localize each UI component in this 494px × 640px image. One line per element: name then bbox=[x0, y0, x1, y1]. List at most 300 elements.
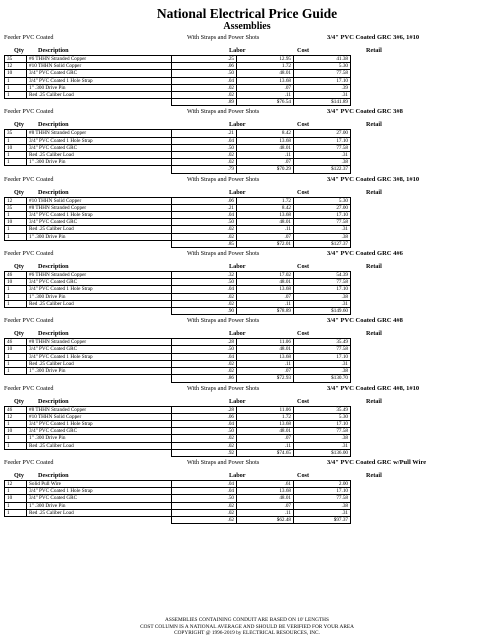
table-row bbox=[5, 495, 351, 502]
assembly-section bbox=[0, 248, 494, 315]
cell-retail: 41.38 bbox=[294, 56, 351, 63]
cell-qty: 10 bbox=[5, 346, 27, 353]
cell-description: #8 THHN Stranded Copper bbox=[27, 339, 172, 346]
column-header-description: Description bbox=[38, 188, 69, 196]
cell-qty: 1 bbox=[5, 233, 27, 240]
table-row bbox=[5, 300, 351, 307]
total-row bbox=[5, 449, 351, 456]
table-row bbox=[5, 144, 351, 151]
column-header-labor: Labor bbox=[229, 188, 246, 196]
cell-qty: 1 bbox=[5, 286, 27, 293]
footer-note-lengths: ASSEMBLIES CONTAINING CONDUIT ARE BASED ON 10' LENGTHS bbox=[165, 617, 329, 624]
cell-retail: 17.10 bbox=[294, 353, 351, 360]
column-header-retail: Retail bbox=[366, 263, 382, 271]
cell-qty: 35 bbox=[5, 56, 27, 63]
section-assembly-name: 3/4" PVC Coated GRC 3#8 bbox=[327, 108, 403, 116]
cell-cost: 48.01 bbox=[237, 279, 294, 286]
cell-labor: .02 bbox=[172, 159, 237, 166]
table-row bbox=[5, 286, 351, 293]
cell-retail: .31 bbox=[294, 509, 351, 516]
total-row bbox=[5, 240, 351, 247]
cell-qty: 35 bbox=[5, 204, 27, 211]
total-retail: $149.60 bbox=[294, 308, 351, 315]
section-assembly-name: 3/4" PVC Coated GRC 4#8 bbox=[327, 317, 403, 325]
total-spacer bbox=[27, 240, 172, 247]
cell-cost: 48.01 bbox=[237, 346, 294, 353]
cell-cost: .07 bbox=[237, 435, 294, 442]
cell-qty: 1 bbox=[5, 226, 27, 233]
column-header-retail: Retail bbox=[366, 188, 382, 196]
table-row bbox=[5, 509, 351, 516]
total-labor: .90 bbox=[172, 308, 237, 315]
cell-description: Red .25 Caliber Load bbox=[27, 300, 172, 307]
total-row bbox=[5, 99, 351, 106]
cell-retail: 77.58 bbox=[294, 346, 351, 353]
cell-labor: .21 bbox=[172, 130, 237, 137]
table-row bbox=[5, 152, 351, 159]
cell-qty: 1 bbox=[5, 353, 27, 360]
footer-note-cost: COST COLUMN IS A NATIONAL AVERAGE AND SHOULD BE VERIFIED FOR YOUR AREA bbox=[140, 623, 354, 630]
table-column-headers bbox=[0, 121, 494, 129]
table-row bbox=[5, 92, 351, 99]
cell-qty: 1 bbox=[5, 502, 27, 509]
column-header-cost: Cost bbox=[297, 47, 310, 54]
cell-labor: .02 bbox=[172, 293, 237, 300]
cell-labor: .02 bbox=[172, 360, 237, 367]
cell-retail: 5.30 bbox=[294, 63, 351, 70]
table-row bbox=[5, 226, 351, 233]
assembly-sections bbox=[0, 32, 494, 524]
total-spacer bbox=[5, 240, 27, 247]
table-row bbox=[5, 56, 351, 63]
cell-cost: .11 bbox=[237, 300, 294, 307]
cell-retail: 35.49 bbox=[294, 339, 351, 346]
cell-cost: .07 bbox=[237, 368, 294, 375]
cell-cost: 13.68 bbox=[237, 212, 294, 219]
table-column-headers bbox=[0, 330, 494, 338]
cell-qty: 46 bbox=[5, 339, 27, 346]
table-row bbox=[5, 480, 351, 487]
cell-cost: 1.72 bbox=[237, 63, 294, 70]
cell-qty: 10 bbox=[5, 70, 27, 77]
cell-description: Red .25 Caliber Load bbox=[27, 92, 172, 99]
cell-retail: .38 bbox=[294, 368, 351, 375]
total-labor: .85 bbox=[172, 240, 237, 247]
total-row bbox=[5, 516, 351, 523]
section-assembly-name: 3/4" PVC Coated GRC 3#8, 1#10 bbox=[327, 175, 420, 183]
column-header-cost: Cost bbox=[297, 471, 310, 479]
total-labor: .79 bbox=[172, 166, 237, 173]
cell-description: 3/4" PVC Coated 1 Hole Strap bbox=[27, 137, 172, 144]
cell-cost: .11 bbox=[237, 92, 294, 99]
items-table bbox=[4, 406, 351, 457]
cell-description: 1" .300 Drive Pin bbox=[27, 84, 172, 91]
section-category: Feeder PVC Coated bbox=[4, 317, 54, 325]
cell-description: Red .25 Caliber Load bbox=[27, 509, 172, 516]
cell-retail: .38 bbox=[294, 502, 351, 509]
cell-labor: .50 bbox=[172, 279, 237, 286]
section-subcategory: With Straps and Power Shots bbox=[187, 384, 260, 392]
section-assembly-name: 3/4" PVC Coated GRC 4#8, 1#10 bbox=[327, 384, 420, 392]
cell-description: 1" .300 Drive Pin bbox=[27, 502, 172, 509]
cell-description: 3/4" PVC Coated 1 Hole Strap bbox=[27, 77, 172, 84]
cell-qty: 10 bbox=[5, 495, 27, 502]
assembly-section bbox=[0, 106, 494, 173]
cell-labor: .50 bbox=[172, 219, 237, 226]
table-column-headers bbox=[0, 472, 494, 480]
column-header-retail: Retail bbox=[366, 47, 382, 54]
cell-qty: 35 bbox=[5, 130, 27, 137]
column-header-qty: Qty bbox=[14, 397, 24, 405]
cell-description: 3/4" PVC Coated GRC bbox=[27, 428, 172, 435]
table-row bbox=[5, 130, 351, 137]
table-row bbox=[5, 435, 351, 442]
cell-cost: 13.68 bbox=[237, 488, 294, 495]
cell-retail: .31 bbox=[294, 92, 351, 99]
table-row bbox=[5, 360, 351, 367]
cell-description: 3/4" PVC Coated 1 Hole Strap bbox=[27, 488, 172, 495]
column-header-description: Description bbox=[38, 471, 69, 479]
total-retail: $136.00 bbox=[294, 449, 351, 456]
cell-labor: .32 bbox=[172, 272, 237, 279]
cell-labor: .04 bbox=[172, 212, 237, 219]
table-row bbox=[5, 488, 351, 495]
total-spacer bbox=[5, 516, 27, 523]
cell-labor: .02 bbox=[172, 502, 237, 509]
cell-cost: .11 bbox=[237, 509, 294, 516]
cell-labor: .50 bbox=[172, 70, 237, 77]
cell-labor: .02 bbox=[172, 226, 237, 233]
total-cost: $76.54 bbox=[237, 99, 294, 106]
assembly-section bbox=[0, 32, 494, 106]
cell-qty: 10 bbox=[5, 219, 27, 226]
page-subtitle: Assemblies bbox=[223, 21, 271, 32]
section-category: Feeder PVC Coated bbox=[4, 384, 54, 392]
cell-labor: .02 bbox=[172, 300, 237, 307]
section-category: Feeder PVC Coated bbox=[4, 175, 54, 183]
cell-cost: 1.72 bbox=[237, 413, 294, 420]
cell-retail: .39 bbox=[294, 84, 351, 91]
cell-retail: .31 bbox=[294, 152, 351, 159]
column-header-cost: Cost bbox=[297, 188, 310, 196]
cell-description: #8 THHN Stranded Copper bbox=[27, 406, 172, 413]
total-row bbox=[5, 375, 351, 382]
table-row bbox=[5, 159, 351, 166]
cell-description: 3/4" PVC Coated GRC bbox=[27, 70, 172, 77]
cell-retail: 77.58 bbox=[294, 144, 351, 151]
cell-cost: 12.95 bbox=[237, 56, 294, 63]
items-table bbox=[4, 338, 351, 382]
column-header-cost: Cost bbox=[297, 330, 310, 338]
cell-description: 1" .300 Drive Pin bbox=[27, 435, 172, 442]
total-spacer bbox=[27, 375, 172, 382]
cell-labor: .25 bbox=[172, 56, 237, 63]
cell-cost: 48.01 bbox=[237, 428, 294, 435]
table-row bbox=[5, 77, 351, 84]
cell-description: Red .25 Caliber Load bbox=[27, 442, 172, 449]
table-column-headers bbox=[0, 398, 494, 406]
cell-cost: .11 bbox=[237, 360, 294, 367]
cell-retail: 77.58 bbox=[294, 70, 351, 77]
cell-labor: .50 bbox=[172, 144, 237, 151]
cell-qty: 1 bbox=[5, 368, 27, 375]
cell-cost: .11 bbox=[237, 442, 294, 449]
cell-labor: .02 bbox=[172, 84, 237, 91]
cell-description: 3/4" PVC Coated GRC bbox=[27, 144, 172, 151]
page-title: National Electrical Price Guide bbox=[156, 6, 338, 21]
section-header bbox=[0, 315, 494, 326]
cell-description: 3/4" PVC Coated 1 Hole Strap bbox=[27, 212, 172, 219]
cell-retail: 77.58 bbox=[294, 279, 351, 286]
cell-retail: .38 bbox=[294, 233, 351, 240]
cell-retail: 17.10 bbox=[294, 488, 351, 495]
table-row bbox=[5, 293, 351, 300]
cell-retail: 77.58 bbox=[294, 219, 351, 226]
cell-cost: .11 bbox=[237, 152, 294, 159]
total-spacer bbox=[27, 308, 172, 315]
cell-qty: 1 bbox=[5, 435, 27, 442]
total-row bbox=[5, 166, 351, 173]
cell-retail: .31 bbox=[294, 226, 351, 233]
table-row bbox=[5, 279, 351, 286]
column-header-description: Description bbox=[38, 47, 69, 54]
cell-retail: .38 bbox=[294, 159, 351, 166]
cell-cost: 48.01 bbox=[237, 70, 294, 77]
column-header-retail: Retail bbox=[366, 121, 382, 129]
total-labor: .92 bbox=[172, 449, 237, 456]
cell-labor: .04 bbox=[172, 353, 237, 360]
cell-labor: .02 bbox=[172, 368, 237, 375]
column-header-cost: Cost bbox=[297, 397, 310, 405]
column-header-cost: Cost bbox=[297, 263, 310, 271]
total-spacer bbox=[5, 308, 27, 315]
cell-cost: 8.42 bbox=[237, 130, 294, 137]
cell-qty: 1 bbox=[5, 420, 27, 427]
column-header-description: Description bbox=[38, 397, 69, 405]
section-assembly-name: 3/4" PVC Coated GRC w/Pull Wire bbox=[327, 458, 427, 466]
table-row bbox=[5, 212, 351, 219]
section-subcategory: With Straps and Power Shots bbox=[187, 317, 260, 325]
section-category: Feeder PVC Coated bbox=[4, 458, 54, 466]
cell-retail: 27.00 bbox=[294, 204, 351, 211]
column-header-labor: Labor bbox=[229, 330, 246, 338]
cell-qty: 12 bbox=[5, 480, 27, 487]
items-table bbox=[4, 197, 351, 248]
cell-labor: .50 bbox=[172, 428, 237, 435]
section-header bbox=[0, 174, 494, 185]
total-spacer bbox=[5, 166, 27, 173]
cell-qty: 10 bbox=[5, 144, 27, 151]
cell-retail: 17.10 bbox=[294, 286, 351, 293]
assembly-section bbox=[0, 315, 494, 382]
cell-description: #6 THHN Stranded Copper bbox=[27, 56, 172, 63]
table-row bbox=[5, 502, 351, 509]
cell-retail: .38 bbox=[294, 435, 351, 442]
cell-description: 1" .300 Drive Pin bbox=[27, 233, 172, 240]
cell-retail: 54.39 bbox=[294, 272, 351, 279]
cell-retail: 35.49 bbox=[294, 406, 351, 413]
cell-qty: 1 bbox=[5, 360, 27, 367]
cell-retail: 17.10 bbox=[294, 420, 351, 427]
cell-cost: 11.06 bbox=[237, 406, 294, 413]
cell-retail: 17.10 bbox=[294, 137, 351, 144]
cell-retail: 77.58 bbox=[294, 495, 351, 502]
section-category: Feeder PVC Coated bbox=[4, 250, 54, 258]
cell-labor: .50 bbox=[172, 495, 237, 502]
cell-qty: 1 bbox=[5, 152, 27, 159]
cell-cost: .61 bbox=[237, 480, 294, 487]
total-spacer bbox=[5, 375, 27, 382]
section-header bbox=[0, 106, 494, 117]
cell-description: #10 THHN Solid Copper bbox=[27, 413, 172, 420]
table-row bbox=[5, 204, 351, 211]
section-subcategory: With Straps and Power Shots bbox=[187, 250, 260, 258]
cell-description: 3/4" PVC Coated GRC bbox=[27, 279, 172, 286]
table-row bbox=[5, 233, 351, 240]
column-header-labor: Labor bbox=[229, 397, 246, 405]
cell-retail: 17.10 bbox=[294, 212, 351, 219]
cell-cost: 48.01 bbox=[237, 495, 294, 502]
table-row bbox=[5, 428, 351, 435]
cell-description: 1" .300 Drive Pin bbox=[27, 293, 172, 300]
cell-cost: 13.68 bbox=[237, 137, 294, 144]
items-table bbox=[4, 480, 351, 524]
table-row bbox=[5, 197, 351, 204]
cell-cost: 48.01 bbox=[237, 219, 294, 226]
section-header bbox=[0, 248, 494, 259]
cell-qty: 1 bbox=[5, 212, 27, 219]
cell-description: Red .25 Caliber Load bbox=[27, 360, 172, 367]
cell-qty: 1 bbox=[5, 84, 27, 91]
total-labor: .89 bbox=[172, 99, 237, 106]
total-cost: $72.93 bbox=[237, 375, 294, 382]
cell-description: 3/4" PVC Coated GRC bbox=[27, 495, 172, 502]
column-header-description: Description bbox=[38, 330, 69, 338]
table-row bbox=[5, 442, 351, 449]
section-category: Feeder PVC Coated bbox=[4, 108, 54, 116]
column-header-labor: Labor bbox=[229, 263, 246, 271]
cell-labor: .04 bbox=[172, 137, 237, 144]
total-spacer bbox=[27, 516, 172, 523]
table-row bbox=[5, 63, 351, 70]
cell-labor: .06 bbox=[172, 63, 237, 70]
footer-copyright: COPYRIGHT @ 1996-2019 by ELECTRICAL RESOURCES, INC. bbox=[174, 630, 320, 637]
section-subcategory: With Straps and Power Shots bbox=[187, 34, 260, 41]
total-cost: $78.89 bbox=[237, 308, 294, 315]
table-row bbox=[5, 84, 351, 91]
cell-cost: 13.68 bbox=[237, 353, 294, 360]
total-spacer bbox=[27, 166, 172, 173]
cell-retail: .31 bbox=[294, 300, 351, 307]
cell-qty: 1 bbox=[5, 509, 27, 516]
cell-labor: .02 bbox=[172, 233, 237, 240]
table-column-headers bbox=[0, 263, 494, 271]
table-row bbox=[5, 413, 351, 420]
column-header-qty: Qty bbox=[14, 330, 24, 338]
total-retail: $130.70 bbox=[294, 375, 351, 382]
cell-cost: 17.02 bbox=[237, 272, 294, 279]
cell-cost: .07 bbox=[237, 159, 294, 166]
cell-description: Red .25 Caliber Load bbox=[27, 152, 172, 159]
assembly-section bbox=[0, 383, 494, 457]
cell-qty: 10 bbox=[5, 428, 27, 435]
cell-qty: 46 bbox=[5, 272, 27, 279]
table-column-headers bbox=[0, 189, 494, 197]
section-header bbox=[0, 32, 494, 43]
cell-description: 1" .300 Drive Pin bbox=[27, 159, 172, 166]
total-cost: $72.01 bbox=[237, 240, 294, 247]
cell-description: 3/4" PVC Coated 1 Hole Strap bbox=[27, 353, 172, 360]
cell-description: Solid Pull Wire bbox=[27, 480, 172, 487]
cell-labor: .21 bbox=[172, 204, 237, 211]
cell-description: 3/4" PVC Coated GRC bbox=[27, 219, 172, 226]
cell-cost: 8.42 bbox=[237, 204, 294, 211]
column-header-labor: Labor bbox=[229, 121, 246, 129]
cell-labor: .04 bbox=[172, 420, 237, 427]
section-subcategory: With Straps and Power Shots bbox=[187, 458, 260, 466]
cell-description: #10 THHN Solid Copper bbox=[27, 197, 172, 204]
table-row bbox=[5, 353, 351, 360]
column-header-retail: Retail bbox=[366, 330, 382, 338]
table-row bbox=[5, 339, 351, 346]
column-header-qty: Qty bbox=[14, 263, 24, 271]
cell-labor: .02 bbox=[172, 92, 237, 99]
cell-labor: .02 bbox=[172, 509, 237, 516]
cell-retail: 77.58 bbox=[294, 428, 351, 435]
cell-description: 3/4" PVC Coated GRC bbox=[27, 346, 172, 353]
column-header-description: Description bbox=[38, 263, 69, 271]
cell-labor: .04 bbox=[172, 77, 237, 84]
total-cost: $62.48 bbox=[237, 516, 294, 523]
section-category: Feeder PVC Coated bbox=[4, 34, 54, 41]
cell-labor: .28 bbox=[172, 339, 237, 346]
column-header-qty: Qty bbox=[14, 188, 24, 196]
total-cost: $74.65 bbox=[237, 449, 294, 456]
cell-qty: 1 bbox=[5, 442, 27, 449]
cell-labor: .02 bbox=[172, 152, 237, 159]
total-spacer bbox=[27, 99, 172, 106]
cell-cost: .07 bbox=[237, 233, 294, 240]
cell-cost: 13.68 bbox=[237, 77, 294, 84]
assembly-section bbox=[0, 457, 494, 524]
cell-labor: .06 bbox=[172, 197, 237, 204]
total-retail: $141.89 bbox=[294, 99, 351, 106]
table-row bbox=[5, 346, 351, 353]
cell-retail: 2.00 bbox=[294, 480, 351, 487]
cell-description: #6 THHN Stranded Copper bbox=[27, 272, 172, 279]
section-subcategory: With Straps and Power Shots bbox=[187, 175, 260, 183]
column-header-qty: Qty bbox=[14, 47, 24, 54]
section-subcategory: With Straps and Power Shots bbox=[187, 108, 260, 116]
total-labor: .86 bbox=[172, 375, 237, 382]
table-row bbox=[5, 137, 351, 144]
cell-labor: .06 bbox=[172, 413, 237, 420]
cell-labor: .50 bbox=[172, 346, 237, 353]
cell-labor: .04 bbox=[172, 488, 237, 495]
column-header-retail: Retail bbox=[366, 397, 382, 405]
cell-qty: 12 bbox=[5, 197, 27, 204]
cell-qty: 1 bbox=[5, 92, 27, 99]
cell-cost: .07 bbox=[237, 502, 294, 509]
total-retail: $122.37 bbox=[294, 166, 351, 173]
items-table bbox=[4, 271, 351, 315]
cell-description: #10 THHN Solid Copper bbox=[27, 63, 172, 70]
cell-cost: .07 bbox=[237, 293, 294, 300]
cell-qty: 1 bbox=[5, 159, 27, 166]
cell-description: 1" .300 Drive Pin bbox=[27, 368, 172, 375]
cell-description: 3/4" PVC Coated 1 Hole Strap bbox=[27, 420, 172, 427]
cell-qty: 12 bbox=[5, 413, 27, 420]
